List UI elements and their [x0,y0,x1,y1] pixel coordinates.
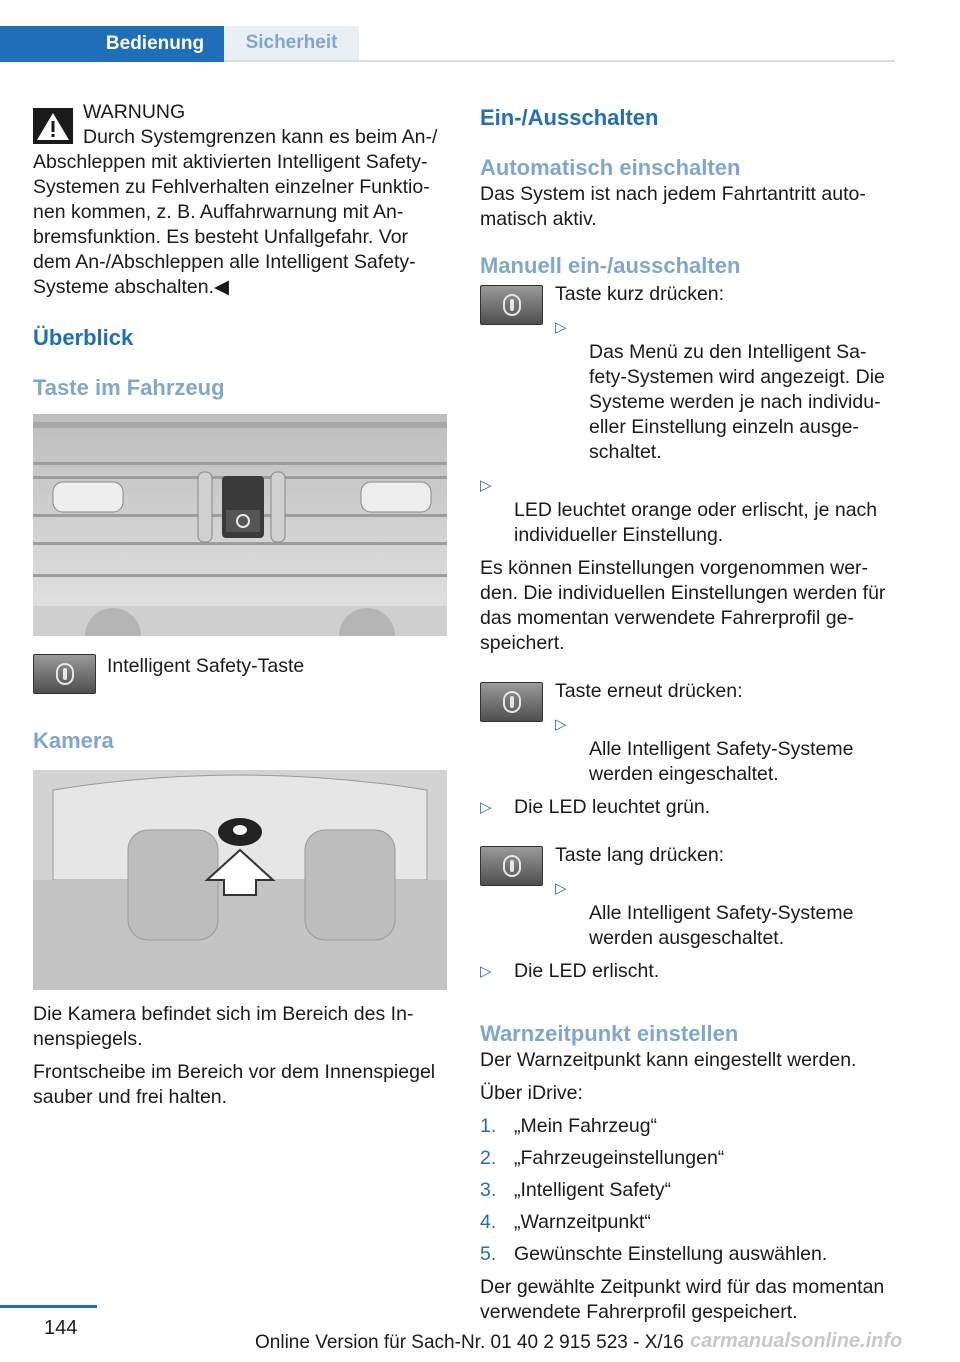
intelligent-safety-button-icon [480,285,543,325]
bullet-triangle-icon: ▷ [480,477,492,494]
long-press-block [480,843,898,951]
short-press-led: ▷ LED leuchtet orange oder erlischt, je nach individueller Einstellung. [480,473,898,548]
short-press-block [480,282,898,465]
warning-line: Abschleppen mit aktivierten Intelligent Safety- [33,151,428,173]
warn-time-heading: Warnzeitpunkt einstellen [480,1021,739,1046]
settings-text: Es können Einstellungen vorgenommen wer- den. Die individuellen Einstellungen werden für das momentan verwendete Fahrerprofil ge- speichert. [480,557,886,654]
short-press-label: Taste kurz drücken: [555,283,725,305]
camera-heading: Kamera [33,728,114,753]
online-version-text: Online Version für Sach-Nr. 01 40 2 915 523 - X/16 [255,1332,684,1353]
intelligent-safety-button-icon [480,846,543,886]
again-press-sub: ▷ Alle Intelligent Safety-Systeme werden eingeschaltet. [555,712,898,787]
again-press-label: Taste erneut drücken: [555,680,743,702]
bullet-triangle-icon: ▷ [480,799,492,816]
onoff-heading: Ein-/Ausschalten [480,105,659,130]
warning-line: Systemen zu Fehlverhalten einzelner Funktio- [33,176,430,198]
warning-line: Systeme abschalten.◀ [33,276,230,298]
chapter-tabs [0,26,895,62]
list-item: 1. „Mein Fahrzeug“ [480,1115,658,1137]
right-column [480,100,898,1325]
button-caption-row [33,654,447,698]
final-text: Der gewählte Zeitpunkt wird für das momentan verwendete Fahrerprofil gespeichert. [480,1276,885,1323]
warning-title: WARNUNG [83,101,186,123]
list-item: 5. Gewünschte Einstellung auswählen. [480,1243,828,1265]
tab-sicherheit[interactable]: Sicherheit [224,26,359,60]
manual-heading: Manuell ein-/ausschalten [480,253,741,278]
watermark: carmanualsonline.info [690,1330,903,1352]
button-heading: Taste im Fahrzeug [33,375,225,400]
windshield-camera-photo [33,770,447,990]
long-press-sub: ▷ Alle Intelligent Safety-Systeme werden ausgeschaltet. [555,876,898,951]
long-press-label: Taste lang drücken: [555,844,725,866]
bullet-triangle-icon: ▷ [480,963,492,980]
intelligent-safety-button-icon [33,654,96,694]
button-caption: Intelligent Safety-Taste [107,655,305,677]
idrive-label: Über iDrive: [480,1082,583,1104]
camera-paragraph-2: Frontscheibe im Bereich vor dem Innenspiegel sauber und frei halten. [33,1061,436,1108]
warning-first-line: Durch Systemgrenzen kann es beim An-/ [83,126,438,148]
idrive-steps [480,1114,898,1267]
dashboard-button-photo [33,414,447,636]
warn-time-text: Der Warnzeitpunkt kann eingestellt werden. [480,1049,857,1071]
warning-line: dem An-/Abschleppen alle Intelligent Safety- [33,251,416,273]
warning-line: nen kommen, z. B. Auffahrwarnung mit An- [33,201,404,223]
warning-box [33,100,447,300]
bullet-triangle-icon: ▷ [555,880,567,897]
left-column [33,100,447,1110]
warning-line: bremsfunktion. Es besteht Unfallgefahr. Vor [33,226,409,248]
again-press-block [480,679,898,787]
bullet-triangle-icon: ▷ [555,319,567,336]
list-item: 2. „Fahrzeugeinstellungen“ [480,1147,725,1169]
page-number: 144 [44,1317,78,1339]
warning-triangle-icon [33,108,73,144]
auto-text: Das System ist nach jedem Fahrtantritt auto- matisch aktiv. [480,183,866,230]
bullet-triangle-icon: ▷ [555,716,567,733]
footer-rule [0,1305,97,1308]
again-press-led: ▷ Die LED leuchtet grün. [480,796,711,818]
camera-paragraph-1: Die Kamera befindet sich im Bereich des In- nenspiegels. [33,1003,414,1050]
tab-bedienung[interactable]: Bedienung [0,26,224,62]
overview-heading: Überblick [33,325,134,350]
short-press-sub: ▷ Das Menü zu den Intelligent Sa- fety-Systemen wird angezeigt. Die Systeme werden je nach individu- eller Einstellung einzeln ausge- schaltet. [555,315,898,465]
intelligent-safety-button-icon [480,682,543,722]
list-item: 3. „Intelligent Safety“ [480,1179,672,1201]
list-item: 4. „Warnzeitpunkt“ [480,1211,651,1233]
long-press-led: ▷ Die LED erlischt. [480,960,660,982]
auto-heading: Automatisch einschalten [480,155,741,180]
